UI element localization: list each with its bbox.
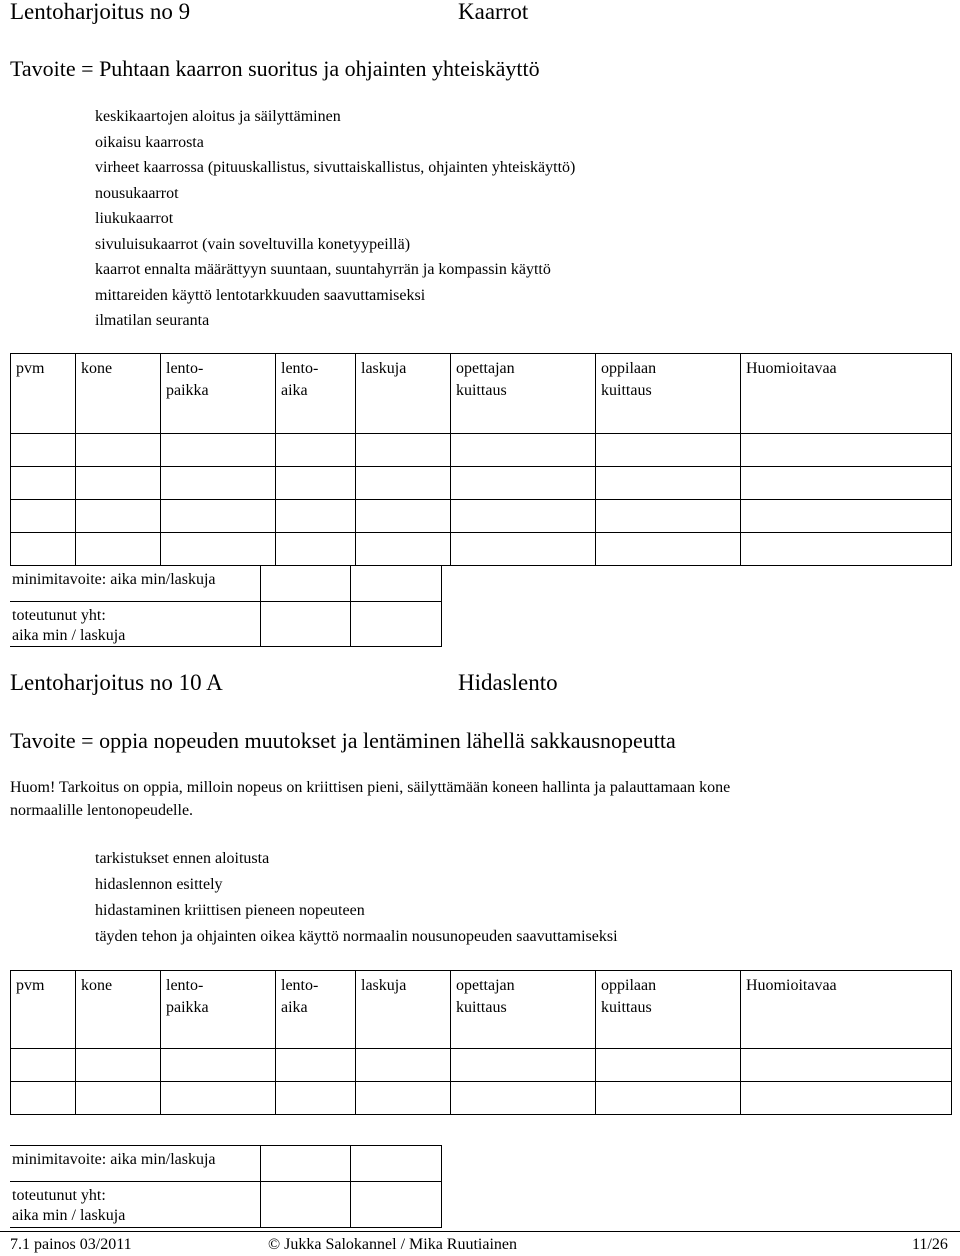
exercise-10a-summary-table xyxy=(10,1145,442,1228)
table-row xyxy=(11,1049,952,1082)
exercise-10a-note-line-2: normaalille lentonopeudelle. xyxy=(10,802,194,819)
exercise-9-log-table xyxy=(10,353,952,566)
exercise-10a-topic: Hidaslento xyxy=(458,670,558,695)
col-header-remarks: Huomioitavaa xyxy=(741,354,952,434)
list-item: mittareiden käyttö lentotarkkuuden saavuttamiseksi xyxy=(95,286,426,304)
list-item: sivuluisukaarrot (vain soveltuvilla konetyypeillä) xyxy=(95,235,411,253)
target-landings-cell xyxy=(350,566,441,602)
footer-edition: 7.1 painos 03/2011 xyxy=(10,1236,132,1253)
col-header-student-sign: oppilaan kuittaus xyxy=(596,971,741,1049)
exercise-9-goal: Tavoite = Puhtaan kaarron suoritus ja ohjainten yhteiskäyttö xyxy=(10,56,540,81)
exercise-10a-note-line-1: Huom! Tarkoitus on oppia, milloin nopeus on kriittisen pieni, säilyttämään koneen hallinta ja palauttamaan kone xyxy=(10,779,731,796)
list-item: nousukaarrot xyxy=(95,184,179,202)
target-time-cell xyxy=(260,566,350,602)
col-header-date: pvm xyxy=(11,971,76,1049)
minimum-target-label: minimitavoite: aika min/laskuja xyxy=(10,566,260,602)
col-header-flight-time: lento- aika xyxy=(276,971,356,1049)
list-item: kaarrot ennalta määrättyyn suuntaan, suuntahyrrän ja kompassin käyttö xyxy=(95,261,551,278)
list-item: tarkistukset ennen aloitusta xyxy=(95,850,270,867)
table-header-row xyxy=(11,354,952,434)
list-item: oikaisu kaarrosta xyxy=(95,133,204,151)
actual-total-label: toteutunut yht: aika min / laskuja xyxy=(10,602,260,647)
exercise-9-heading: Lentoharjoitus no 9 xyxy=(10,0,191,24)
table-row xyxy=(11,467,952,500)
list-item: keskikaartojen aloitus ja säilyttäminen xyxy=(95,108,341,125)
list-item: täyden tehon ja ohjainten oikea käyttö normaalin nousunopeuden saavuttamiseksi xyxy=(95,928,618,945)
col-header-airfield: lento- paikka xyxy=(161,971,276,1049)
col-header-student-sign: oppilaan kuittaus xyxy=(596,354,741,434)
col-header-date: pvm xyxy=(11,354,76,434)
list-item: hidaslennon esittely xyxy=(95,876,223,893)
col-header-aircraft: kone xyxy=(76,971,161,1049)
actual-total-label: toteutunut yht: aika min / laskuja xyxy=(10,1182,260,1228)
col-header-aircraft: kone xyxy=(76,354,161,434)
col-header-instructor-sign: opettajan kuittaus xyxy=(451,971,596,1049)
col-header-airfield: lento- paikka xyxy=(161,354,276,434)
actual-time-cell xyxy=(260,1182,350,1228)
list-item: virheet kaarrossa (pituuskallistus, sivuttaiskallistus, ohjainten yhteiskäyttö) xyxy=(95,159,576,176)
footer-page-number: 11/26 xyxy=(912,1236,948,1253)
target-landings-cell xyxy=(350,1146,441,1182)
table-header-row xyxy=(11,971,952,1049)
target-time-cell xyxy=(260,1146,350,1182)
table-row xyxy=(11,434,952,467)
list-item: liukukaarrot xyxy=(95,210,174,227)
actual-time-cell xyxy=(260,602,350,647)
exercise-9-topic: Kaarrot xyxy=(458,0,529,24)
exercise-10a-heading: Lentoharjoitus no 10 A xyxy=(10,670,223,695)
list-item: ilmatilan seuranta xyxy=(95,312,210,329)
col-header-remarks: Huomioitavaa xyxy=(741,971,952,1049)
minimum-target-label: minimitavoite: aika min/laskuja xyxy=(10,1146,260,1182)
list-item: hidastaminen kriittisen pieneen nopeuteen xyxy=(95,902,365,919)
exercise-9-summary-table xyxy=(10,565,442,647)
table-row xyxy=(11,533,952,566)
table-row xyxy=(11,500,952,533)
footer-copyright: © Jukka Salokannel / Mika Ruutiainen xyxy=(268,1236,518,1253)
exercise-10a-log-table xyxy=(10,970,952,1115)
footer-divider xyxy=(0,1231,960,1232)
col-header-flight-time: lento- aika xyxy=(276,354,356,434)
actual-landings-cell xyxy=(350,1182,441,1228)
col-header-landings: laskuja xyxy=(356,354,451,434)
table-row xyxy=(11,1082,952,1115)
exercise-10a-goal: Tavoite = oppia nopeuden muutokset ja lentäminen lähellä sakkausnopeutta xyxy=(10,728,676,753)
col-header-instructor-sign: opettajan kuittaus xyxy=(451,354,596,434)
col-header-landings: laskuja xyxy=(356,971,451,1049)
actual-landings-cell xyxy=(350,602,441,647)
